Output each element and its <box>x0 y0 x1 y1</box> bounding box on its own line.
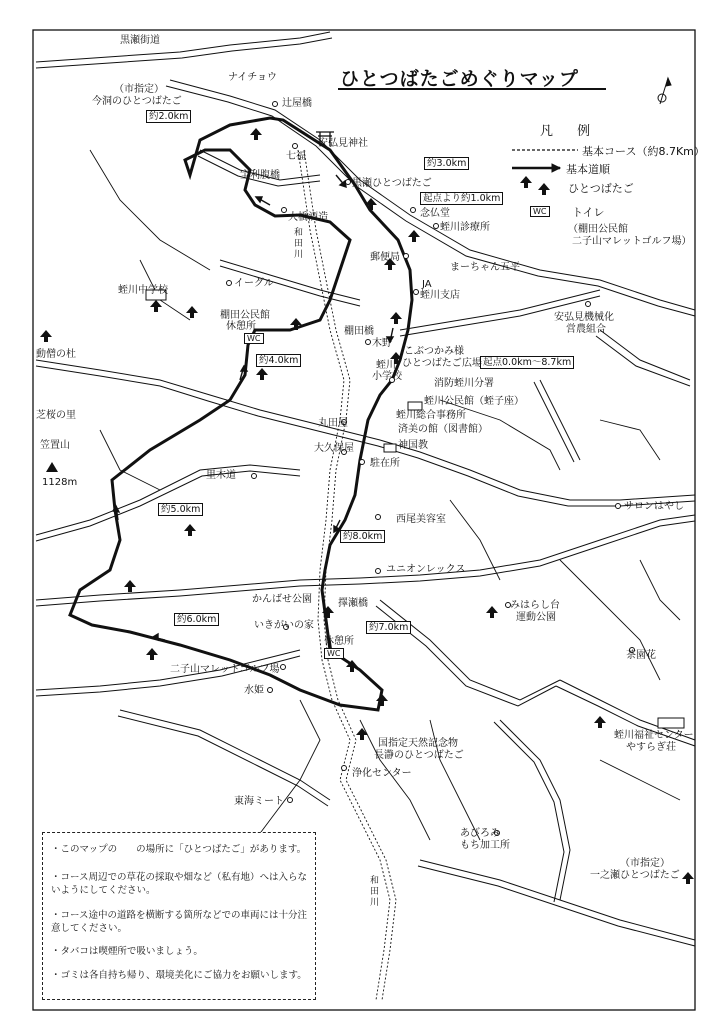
place-label: （市指定） <box>620 858 670 869</box>
place-label: 休憩所 <box>226 321 256 332</box>
distance-marker: 約6.0km <box>174 613 219 626</box>
distance-marker: 起点0.0km〜8.7km <box>480 356 574 369</box>
place-label: サロンはやし <box>624 501 684 512</box>
place-label: 運動公園 <box>516 612 556 623</box>
place-label: 芝桜の里 <box>36 410 76 421</box>
place-label: 蛭川中学校 <box>118 285 168 296</box>
place-label: ナイチョウ <box>228 72 277 83</box>
distance-marker: 約7.0km <box>366 621 411 634</box>
river-label: 和田川 <box>294 228 304 260</box>
legend-basic-course: 基本コース（約8.7Km） <box>582 145 705 158</box>
place-label: 安弘見機械化 <box>554 312 614 323</box>
legend-toilet-place-1: （棚田公民館 <box>568 224 628 235</box>
note-item: ・タバコは喫煙所で吸いましょう。 <box>51 946 203 957</box>
place-label: 消防蛭川分署 <box>434 378 494 389</box>
place-label: 長瀞のひとつばたご <box>374 750 464 761</box>
place-label: 宝利腹橋 <box>240 170 280 181</box>
note-item: ・ゴミは各自持ち帰り、環境美化にご協力をお願いします。 <box>51 970 307 981</box>
place-label: 蛭川診療所 <box>440 222 490 233</box>
place-label: イーグル <box>234 278 274 289</box>
place-label: 休憩所 <box>324 636 354 647</box>
place-label: 二子山マレットゴルフ場 <box>170 664 280 675</box>
legend-wc-badge: WC <box>530 206 550 217</box>
place-label: ひとつばたご <box>402 358 462 369</box>
place-label: 一之瀬ひとつばたご <box>590 870 680 881</box>
place-label: 安弘見神社 <box>318 138 368 149</box>
distance-marker: 起点より約1.0km <box>420 192 503 205</box>
note-item: ・コース周辺での草花の採取や畑など（私有地）へは入らないようにしてください。 <box>51 872 308 896</box>
place-label: ユニオンレックス <box>386 564 466 575</box>
place-label: こぶつかみ様 <box>404 346 464 357</box>
place-label: いきがいの家 <box>254 620 314 631</box>
place-label: 蛭川支店 <box>420 290 460 301</box>
mountain-icon <box>46 462 58 472</box>
distance-marker: 約5.0km <box>158 503 203 516</box>
distance-marker: 約3.0km <box>424 157 469 170</box>
legend-toilet: トイレ <box>572 206 605 219</box>
note-item: ・このマップの の場所に「ひとつばたご」があります。 <box>51 844 307 855</box>
place-label: 笠置山 <box>40 440 70 451</box>
place-label: 里木道 <box>206 470 236 481</box>
place-label: 郵便局 <box>370 252 400 263</box>
place-label: 西尾美容室 <box>396 514 446 525</box>
legend-toilet-place-2: 二子山マレットゴルフ場） <box>572 236 692 247</box>
place-label: 営農組合 <box>566 324 606 335</box>
title-underline <box>338 88 606 90</box>
map-title: ひとつばたごめぐりマップ <box>340 68 579 90</box>
place-label: 1128m <box>42 477 78 488</box>
place-label: 済美の館（図書館） <box>398 424 488 435</box>
legend-heading: 凡 例 <box>540 124 601 139</box>
distance-marker: 約2.0km <box>146 110 191 123</box>
place-label: 蛭川福祉センター <box>614 730 694 741</box>
compass-icon <box>658 78 671 104</box>
walking-course <box>70 118 412 710</box>
place-label: 七福 <box>286 151 306 162</box>
note-item: ・コース途中の道路を横断する箇所などでの車両には十分注意してください。 <box>51 910 308 934</box>
river-label: 和田川 <box>370 876 380 908</box>
place-label: 蛭川 <box>376 360 396 371</box>
place-label: もち加工所 <box>460 840 510 851</box>
place-label: 丸田屋 <box>318 418 348 429</box>
legend-tree-icon <box>538 180 550 192</box>
distance-marker: 約8.0km <box>340 530 385 543</box>
place-label: 蛭川公民館（蛭子座） <box>424 396 524 407</box>
place-label: （市指定） <box>114 84 164 95</box>
place-label: かんばせ公園 <box>252 594 312 605</box>
place-label: 小学校 <box>372 371 402 382</box>
place-label: JA <box>422 279 432 290</box>
place-label: 蛭川総合事務所 <box>396 410 466 421</box>
place-label: 浄化センター <box>352 768 412 779</box>
place-label: 国指定天然記念物 <box>378 738 458 749</box>
place-label: 擇瀬橋 <box>338 598 368 609</box>
place-label: 大久保屋 <box>314 443 354 454</box>
place-label: 茶園花 <box>626 650 656 661</box>
place-label: 黒瀬ひとつばたご <box>352 178 432 189</box>
place-label: 黒瀬街道 <box>120 35 160 46</box>
place-label: 木野 <box>372 338 392 349</box>
place-label: あびろみ <box>460 828 500 839</box>
notes-box <box>42 832 316 1000</box>
place-label: 動僧の杜 <box>36 349 76 360</box>
place-label: 広場 <box>462 358 482 369</box>
legend-tree: ひとつばたご <box>568 182 634 195</box>
place-label: やすらぎ荘 <box>626 742 676 753</box>
toilet-badge: WC <box>324 648 344 659</box>
place-label: 大橋酒造 <box>288 212 328 223</box>
place-label: みはらし台 <box>510 600 560 611</box>
legend-basic-direction: 基本道順 <box>566 163 610 176</box>
place-label: 棚田橋 <box>344 326 374 337</box>
place-label: 神国教 <box>398 440 428 451</box>
place-label: 棚田公民館 <box>220 310 270 321</box>
place-label: 今洞のひとつばたご <box>92 96 182 107</box>
place-label: 念仏堂 <box>420 208 450 219</box>
distance-marker: 約4.0km <box>256 354 301 367</box>
place-label: まーちゃん五平 <box>450 262 520 273</box>
place-label: 駐在所 <box>370 458 400 469</box>
toilet-badge: WC <box>244 333 264 344</box>
place-label: 辻屋橋 <box>282 98 312 109</box>
place-label: 水姫 <box>244 685 264 696</box>
place-label: 東海ミート <box>234 796 284 807</box>
